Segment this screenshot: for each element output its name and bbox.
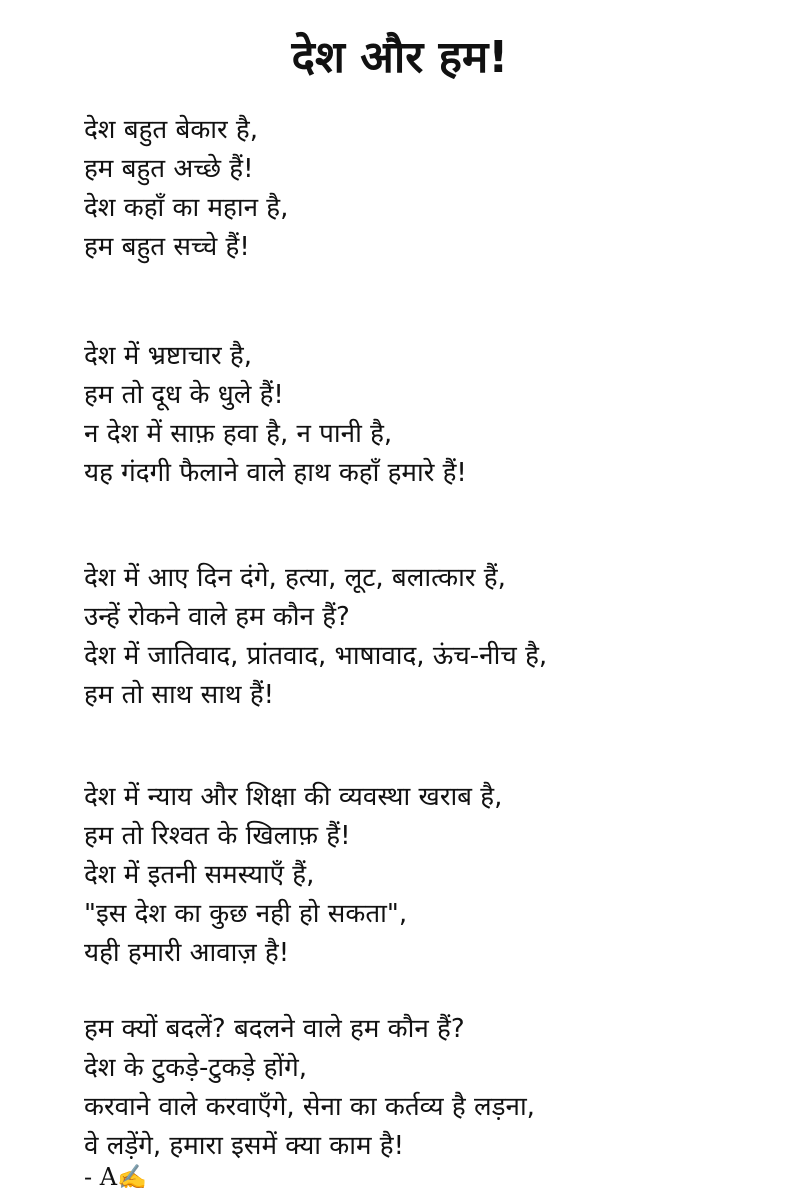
- stanza: [84, 778, 784, 973]
- poem-line: वे लड़ेंगे, हमारा इसमें क्या काम है!: [84, 1131, 405, 1161]
- poem-line: देश में जातिवाद, प्रांतवाद, भाषावाद, ऊंच-नीच है,: [84, 641, 548, 671]
- poem-line: "इस देश का कुछ नही हो सकता",: [84, 899, 408, 929]
- poem-title: देश और हम!: [291, 32, 509, 83]
- poem-line: हम बहुत अच्छे हैं!: [84, 154, 254, 184]
- poem-line: देश के टुकड़े-टुकड़े होंगे,: [84, 1053, 308, 1083]
- author-signature: - A✍: [84, 1163, 147, 1191]
- poem-line: उन्हें रोकने वाले हम कौन हैं?: [84, 602, 350, 632]
- poem-line: देश में इतनी समस्याएँ हैं,: [84, 860, 315, 890]
- stanza: [84, 111, 784, 267]
- poem-line: हम तो साथ साथ हैं!: [84, 680, 275, 710]
- poem-line: यह गंदगी फैलाने वाले हाथ कहाँ हमारे हैं!: [84, 458, 467, 488]
- poem-line: देश में न्याय और शिक्षा की व्यवस्था खराब है,: [84, 782, 503, 812]
- poem-line: देश में भ्रष्टाचार है,: [84, 341, 252, 371]
- poem-line: हम तो दूध के धुले हैं!: [84, 380, 284, 410]
- stanza: [84, 559, 784, 715]
- poem-line: न देश में साफ़ हवा है, न पानी है,: [84, 419, 393, 449]
- poem-line: हम क्यों बदलें? बदलने वाले हम कौन हैं?: [84, 1014, 465, 1044]
- poem-line: देश में आए दिन दंगे, हत्या, लूट, बलात्कार हैं,: [84, 563, 506, 593]
- poem-line: हम बहुत सच्चे हैं!: [84, 232, 250, 262]
- poem-line: देश कहाँ का महान है,: [84, 193, 289, 223]
- poem-line: करवाने वाले करवाएँगे, सेना का कर्तव्य है लड़ना,: [84, 1092, 535, 1122]
- stanza: [84, 337, 784, 493]
- poem-line: देश बहुत बेकार है,: [84, 115, 259, 145]
- stanza: [84, 1010, 784, 1166]
- poem-line: यही हमारी आवाज़ है!: [84, 938, 290, 968]
- poem-line: हम तो रिश्वत के खिलाफ़ हैं!: [84, 821, 351, 851]
